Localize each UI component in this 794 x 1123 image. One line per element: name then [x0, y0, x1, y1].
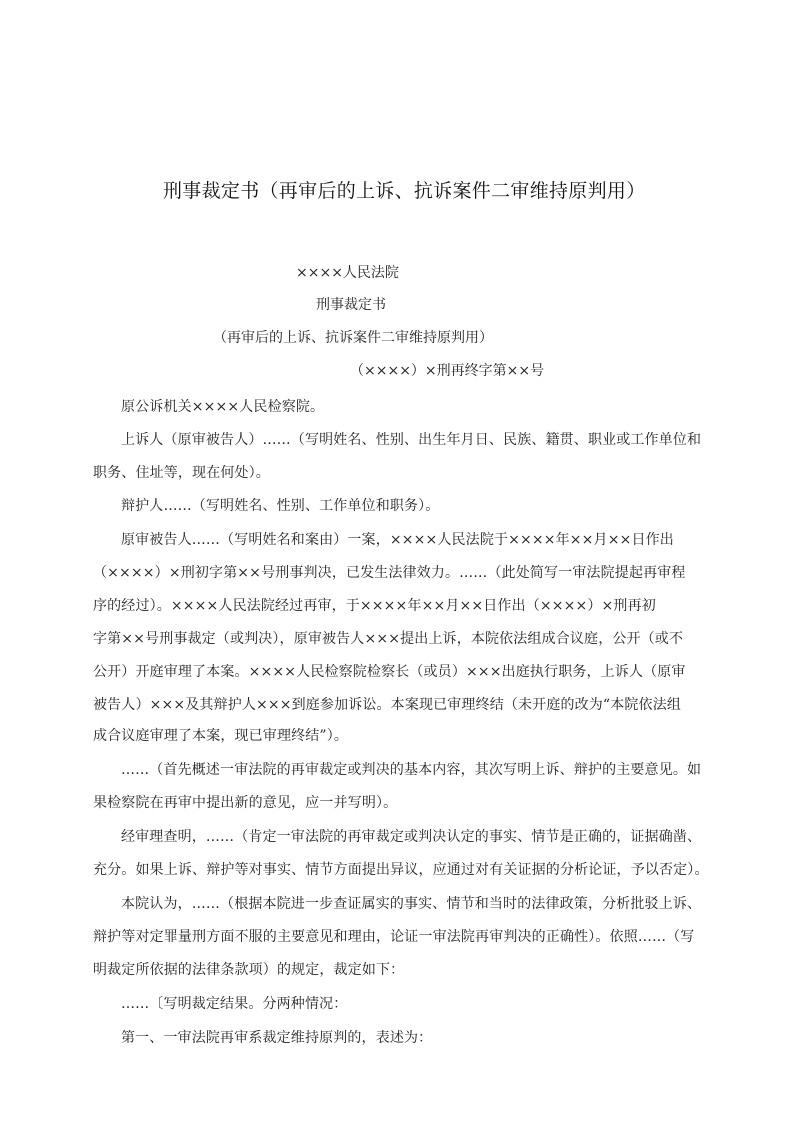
document-type: 刑事裁定书	[316, 297, 386, 313]
paragraph-defender: 辩护人……（写明姓名、性别、工作单位和职务）。	[121, 498, 440, 514]
paragraph-court-opinion-cont: 明裁定所依据的法律条款项）的规定，裁定如下：	[93, 962, 405, 978]
paragraph-summary: ……（首先概述一审法院的再审裁定或判决的基本内容，其次写明上诉、辩护的主要意见。如	[121, 762, 702, 778]
paragraph-case-one: 第一、一审法院再审系裁定维持原判的，表述为：	[121, 1030, 433, 1046]
paragraph-court-opinion-cont: 辩护等对定罪量刑方面不服的主要意见和理由，论证一审法院再审判决的正确性）。依照……（写	[93, 929, 695, 945]
paragraph-case-history-cont: 序的经过）。××××人民法院经过再审，于××××年××月××日作出（××××）×刑再初	[93, 598, 656, 614]
paragraph-appellant-cont: 职务、住址等，现在何处）。	[93, 465, 270, 481]
paragraph-case-history: 原审被告人……（写明姓名和案由）一案，××××人民法院于××××年××月××日作出	[121, 532, 674, 548]
paragraph-case-history-cont: 成合议庭审理了本案，现已审理终结”）。	[93, 728, 349, 744]
court-name: ××××人民法院	[296, 265, 399, 281]
paragraph-case-history-cont: 字第××号刑事裁定（或判决），原审被告人×××提出上诉，本院依法组成合议庭，公开（或不	[93, 631, 684, 647]
document-subtitle: （再审后的上诉、抗诉案件二审维持原判用）	[213, 330, 493, 346]
paragraph-case-history-cont: （××××）×刑初字第××号刑事判决，已发生法律效力。……（此处简写一审法院提起再审程	[93, 565, 686, 581]
document-title: 刑事裁定书（再审后的上诉、抗诉案件二审维持原判用）	[163, 180, 646, 202]
paragraph-findings: 经审理查明，……（肯定一审法院的再审裁定或判决认定的事实、情节是正确的，证据确凿、	[121, 829, 702, 845]
paragraph-case-history-cont: 公开）开庭审理了本案。××××人民检察院检察长（或员）×××出庭执行职务，上诉人（原审	[93, 664, 686, 680]
paragraph-court-opinion: 本院认为，……（根据本院进一步查证属实的事实、情节和当时的法律政策，分析批驳上诉、	[121, 896, 702, 912]
paragraph-ruling-result: ……〔写明裁定结果。分两种情况：	[121, 996, 348, 1012]
paragraph-appellant: 上诉人（原审被告人）……（写明姓名、性别、出生年月日、民族、籍贯、职业或工作单位和	[121, 432, 702, 448]
paragraph-summary-cont: 果检察院在再审中提出新的意见，应一并写明）。	[93, 795, 398, 811]
paragraph-findings-cont: 充分。如果上诉、辩护等对事实、情节方面提出异议，应通过对有关证据的分析论证，予以否定）。	[93, 862, 709, 878]
paragraph-case-history-cont: 被告人）×××及其辩护人×××到庭参加诉讼。本案现已审理终结（未开庭的改为“本院依法组	[93, 697, 681, 713]
case-number: （××××）×刑再终字第××号	[350, 363, 545, 379]
paragraph-prosecutor: 原公诉机关××××人民检察院。	[121, 399, 325, 415]
